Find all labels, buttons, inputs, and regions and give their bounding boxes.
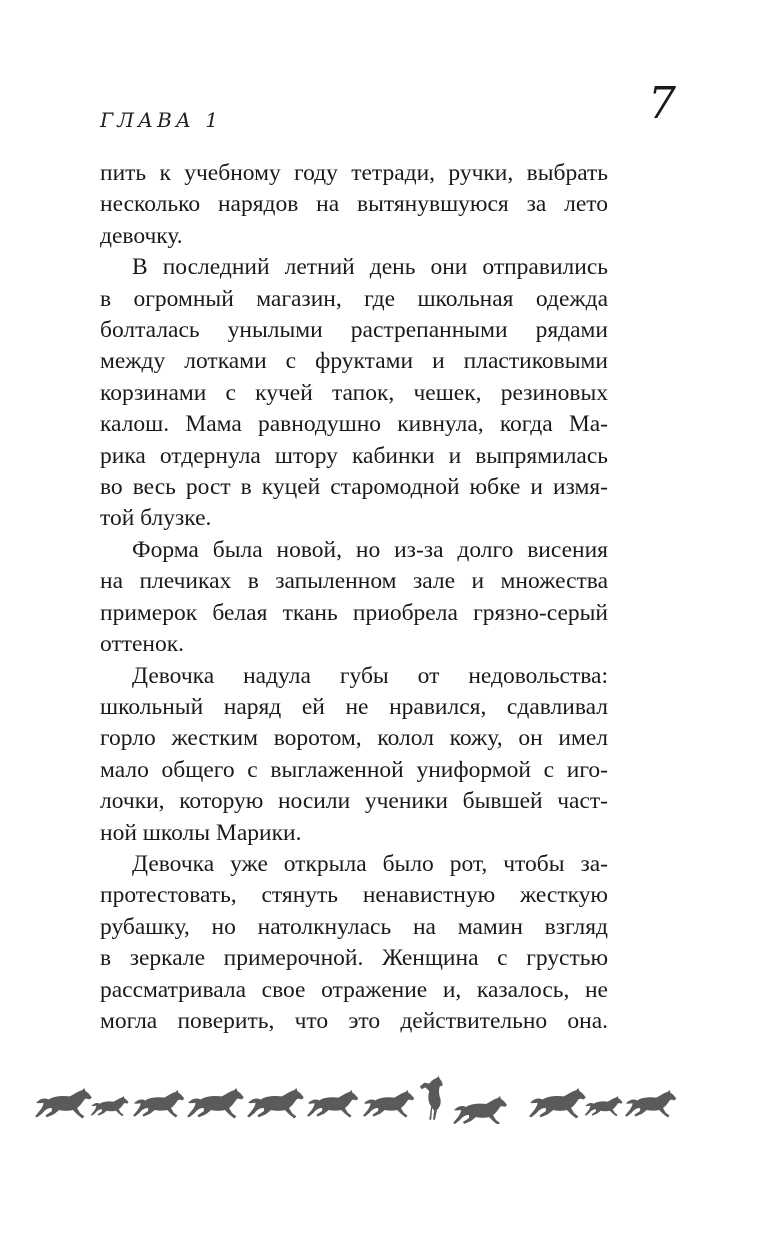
text-line: девочку. (100, 222, 183, 249)
text-line: той блузке. (100, 505, 212, 532)
text-line: в зеркале примерочной. Женщина с грустью (100, 945, 608, 972)
text-line: болталась унылыми растрепанными рядами (100, 317, 608, 344)
text-line: Девочка уже открыла было рот, чтобы за- (132, 850, 608, 877)
text-line: несколько нарядов на вытянувшуюся за лето (100, 191, 608, 218)
text-line: примерок белая ткань приобрела грязно-серый (100, 599, 608, 626)
chapter-header: ГЛАВА 1 (100, 108, 223, 132)
text-line: рубашку, но натолкнулась на мамин взгляд (100, 913, 608, 940)
text-line: рассматривала свое отражение и, казалось, не (100, 976, 608, 1003)
text-line: в огромный магазин, где школьная одежда (100, 285, 608, 312)
text-line: Форма была новой, но из-за долго висения (132, 536, 608, 563)
text-line: ной школы Марики. (100, 819, 302, 846)
horse-silhouettes (35, 1076, 676, 1124)
text-line: оттенок. (100, 631, 185, 658)
text-line: рика отдернула штору кабинки и выпрямилась (100, 442, 608, 469)
page-number: 7 (648, 78, 676, 129)
text-line: протестовать, стянуть ненавистную жесткую (100, 882, 608, 909)
text-line: В последний летний день они отправились (132, 254, 608, 281)
text-line: калош. Мама равнодушно кивнула, когда Ма- (100, 411, 608, 438)
text-line: лочки, которую носили ученики бывшей част- (100, 788, 608, 815)
text-line: во весь рост в куцей старомодной юбке и измя- (100, 474, 608, 501)
text-line: Девочка надула губы от недовольства: (132, 662, 608, 689)
text-line: мало общего с выглаженной униформой с иго- (100, 756, 608, 783)
text-line: на плечиках в запыленном зале и множества (100, 568, 608, 595)
text-line: горло жестким воротом, колол кожу, он имел (100, 725, 608, 752)
text-line: между лотками с фруктами и пластиковыми (100, 348, 608, 375)
text-line: могла поверить, что это действительно она. (100, 1007, 608, 1034)
text-line: корзинами с кучей тапок, чешек, резиновых (100, 379, 608, 406)
text-line: школьный наряд ей не нравился, сдавливал (100, 693, 608, 720)
galloping-horses-icon (34, 1074, 682, 1124)
text-line: пить к учебному году тетради, ручки, выбрать (100, 160, 608, 186)
body-text (100, 158, 608, 1037)
